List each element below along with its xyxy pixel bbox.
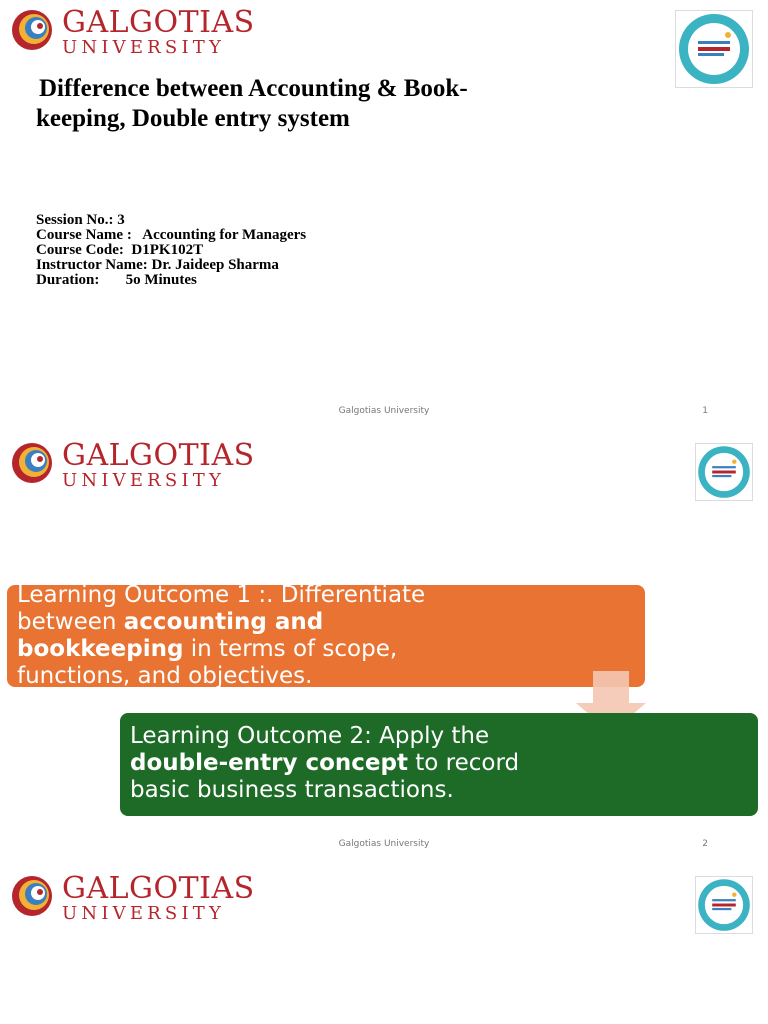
gscale-badge — [695, 443, 753, 501]
logo-line-university: UNIVERSITY — [62, 37, 226, 58]
logo-line-university: UNIVERSITY — [62, 903, 226, 924]
slide-title-line-1: Difference between Accounting & Book- — [39, 75, 468, 102]
footer-text: Galgotias University — [338, 406, 430, 416]
page-number: 2 — [702, 839, 708, 849]
lo1-text-c: in terms of scope, functions, and objectives. — [17, 636, 398, 689]
gscale-seal-icon — [676, 11, 752, 87]
logo-wordmark — [62, 5, 255, 58]
swirl-emblem-icon — [10, 441, 54, 485]
session-number: Session No.: 3 — [36, 212, 125, 228]
learning-outcome-1-text — [17, 582, 477, 690]
course-name: Course Name : Accounting for Managers — [36, 227, 307, 243]
logo-line-galgotias: GALGOTIAS — [62, 871, 255, 906]
lo1-text-a: Learning Outcome 1 :. Differentiate between — [17, 582, 426, 635]
logo-wordmark — [62, 871, 255, 924]
session-info — [36, 213, 306, 288]
logo-line-university: UNIVERSITY — [62, 470, 226, 491]
learning-outcome-2-text — [130, 723, 570, 804]
lo2-text-a: Learning Outcome 2: Apply the — [130, 723, 490, 749]
lo2-text-c: to record basic business transactions. — [130, 750, 520, 803]
slide-title-line-2: keeping, Double entry system — [36, 105, 350, 132]
gscale-seal-icon — [696, 444, 752, 500]
gscale-badge — [675, 10, 753, 88]
swirl-emblem-icon — [10, 8, 54, 52]
logo-line-galgotias: GALGOTIAS — [62, 438, 255, 473]
slide-2 — [0, 433, 768, 865]
logo-wordmark — [62, 438, 255, 491]
university-logo — [10, 438, 255, 491]
logo-line-galgotias: GALGOTIAS — [62, 5, 255, 40]
university-logo — [10, 871, 255, 924]
page-number: 1 — [702, 406, 708, 416]
lo1-text-bold: accounting and bookkeeping — [17, 609, 324, 662]
lo2-text-bold: double-entry concept — [130, 750, 408, 776]
slide-1 — [0, 0, 768, 432]
instructor-name: Instructor Name: Dr. Jaideep Sharma — [36, 257, 279, 273]
gscale-badge — [695, 876, 753, 934]
course-code: Course Code: D1PK102T — [36, 242, 204, 258]
learning-outcome-1-box — [7, 582, 645, 689]
university-logo — [10, 5, 255, 58]
duration: Duration: 5o Minutes — [36, 272, 197, 288]
gscale-seal-icon — [696, 877, 752, 933]
swirl-emblem-icon — [10, 874, 54, 918]
slide-3 — [0, 866, 768, 1024]
footer-text: Galgotias University — [338, 839, 430, 849]
slide-title — [36, 74, 556, 134]
learning-outcome-2-box — [120, 713, 758, 816]
